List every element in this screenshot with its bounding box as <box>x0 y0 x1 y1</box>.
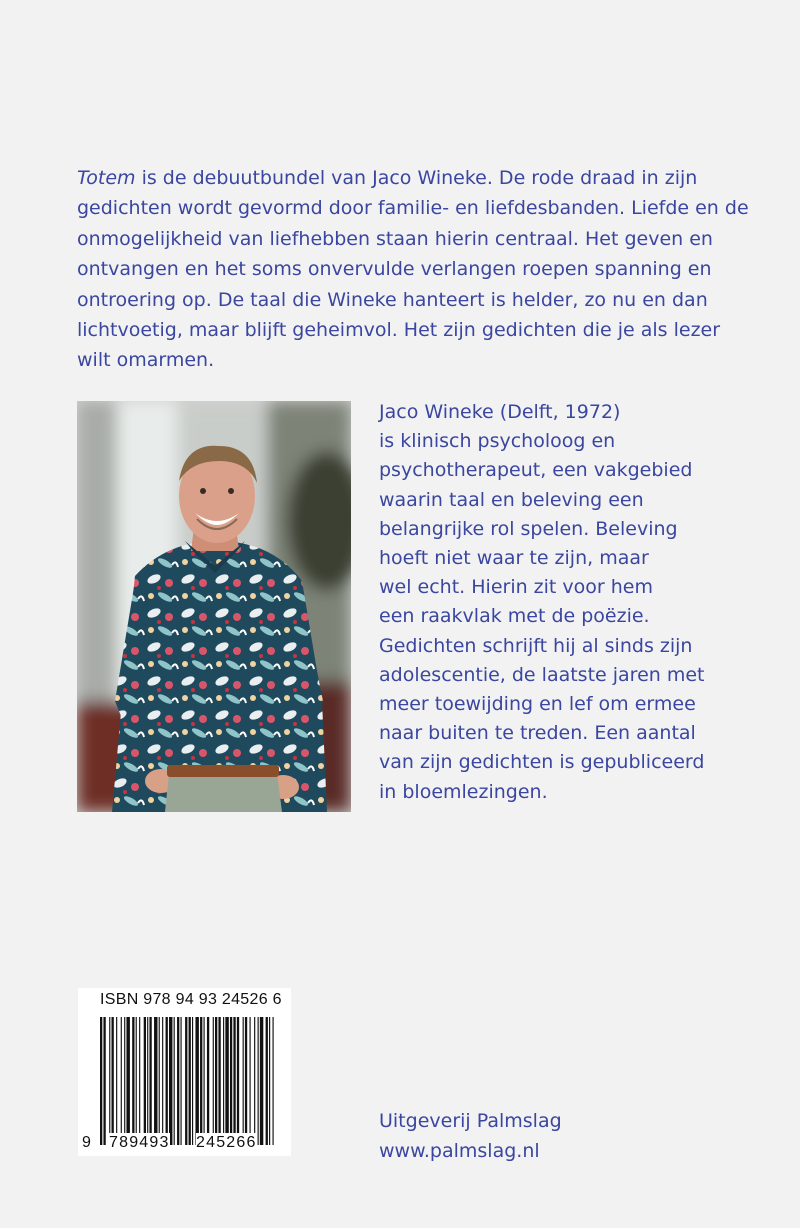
book-description-text: is de debuutbundel van Jaco Wineke. De rode draad in zijn gedichten wordt gevormd door familie- en liefdesbanden. Liefde en de onmogelijkheid van liefhebben staan hierin centraal. Het geven en ontvangen en het soms onvervulde verlangen roepen spanning en ontroering op. De taal die Wineke hanteert is helder, zo nu en dan lichtvoetig, maar blijft geheimvol. Het zijn gedichten die je als lezer wilt omarmen. <box>77 167 749 372</box>
author-bio-line: Gedichten schrijft hij al sinds zijn <box>379 634 693 657</box>
barcode-digits-right: 245266 <box>196 1134 257 1151</box>
author-bio-line: hoeft niet waar te zijn, maar <box>379 547 649 570</box>
author-bio-line: psychotherapeut, een vakgebied <box>379 459 693 482</box>
author-bio-line: waarin taal en beleving een <box>379 488 644 511</box>
author-bio-line: belangrijke rol spelen. Beleving <box>379 517 678 540</box>
barcode-bars <box>98 1017 276 1145</box>
author-bio <box>379 398 739 807</box>
author-photo <box>77 401 351 812</box>
author-bio-line: in bloemlezingen. <box>379 780 548 803</box>
author-bio-line: naar buiten te treden. Een aantal <box>379 722 696 745</box>
book-description <box>77 163 757 376</box>
barcode-digits-left: 789493 <box>109 1134 170 1151</box>
isbn-barcode <box>78 988 291 1156</box>
isbn-label: ISBN 978 94 93 24526 6 <box>100 991 282 1008</box>
author-bio-line: wel echt. Hierin zit voor hem <box>379 576 654 599</box>
book-title: Totem <box>77 167 136 189</box>
author-bio-line: adolescentie, de laatste jaren met <box>379 663 705 686</box>
author-bio-line: is klinisch psycholoog en <box>379 430 616 453</box>
publisher-name: Uitgeverij Palmslag <box>379 1110 562 1132</box>
author-bio-line: meer toewijding en lef om ermee <box>379 693 696 716</box>
publisher-info <box>379 1106 562 1166</box>
author-bio-line: Jaco Wineke (Delft, 1972) <box>379 401 621 423</box>
publisher-url[interactable]: www.palmslag.nl <box>379 1140 540 1162</box>
author-bio-line: een raakvlak met de poëzie. <box>379 605 650 628</box>
barcode-digit-first: 9 <box>82 1134 93 1151</box>
author-bio-line: van zijn gedichten is gepubliceerd <box>379 751 705 774</box>
